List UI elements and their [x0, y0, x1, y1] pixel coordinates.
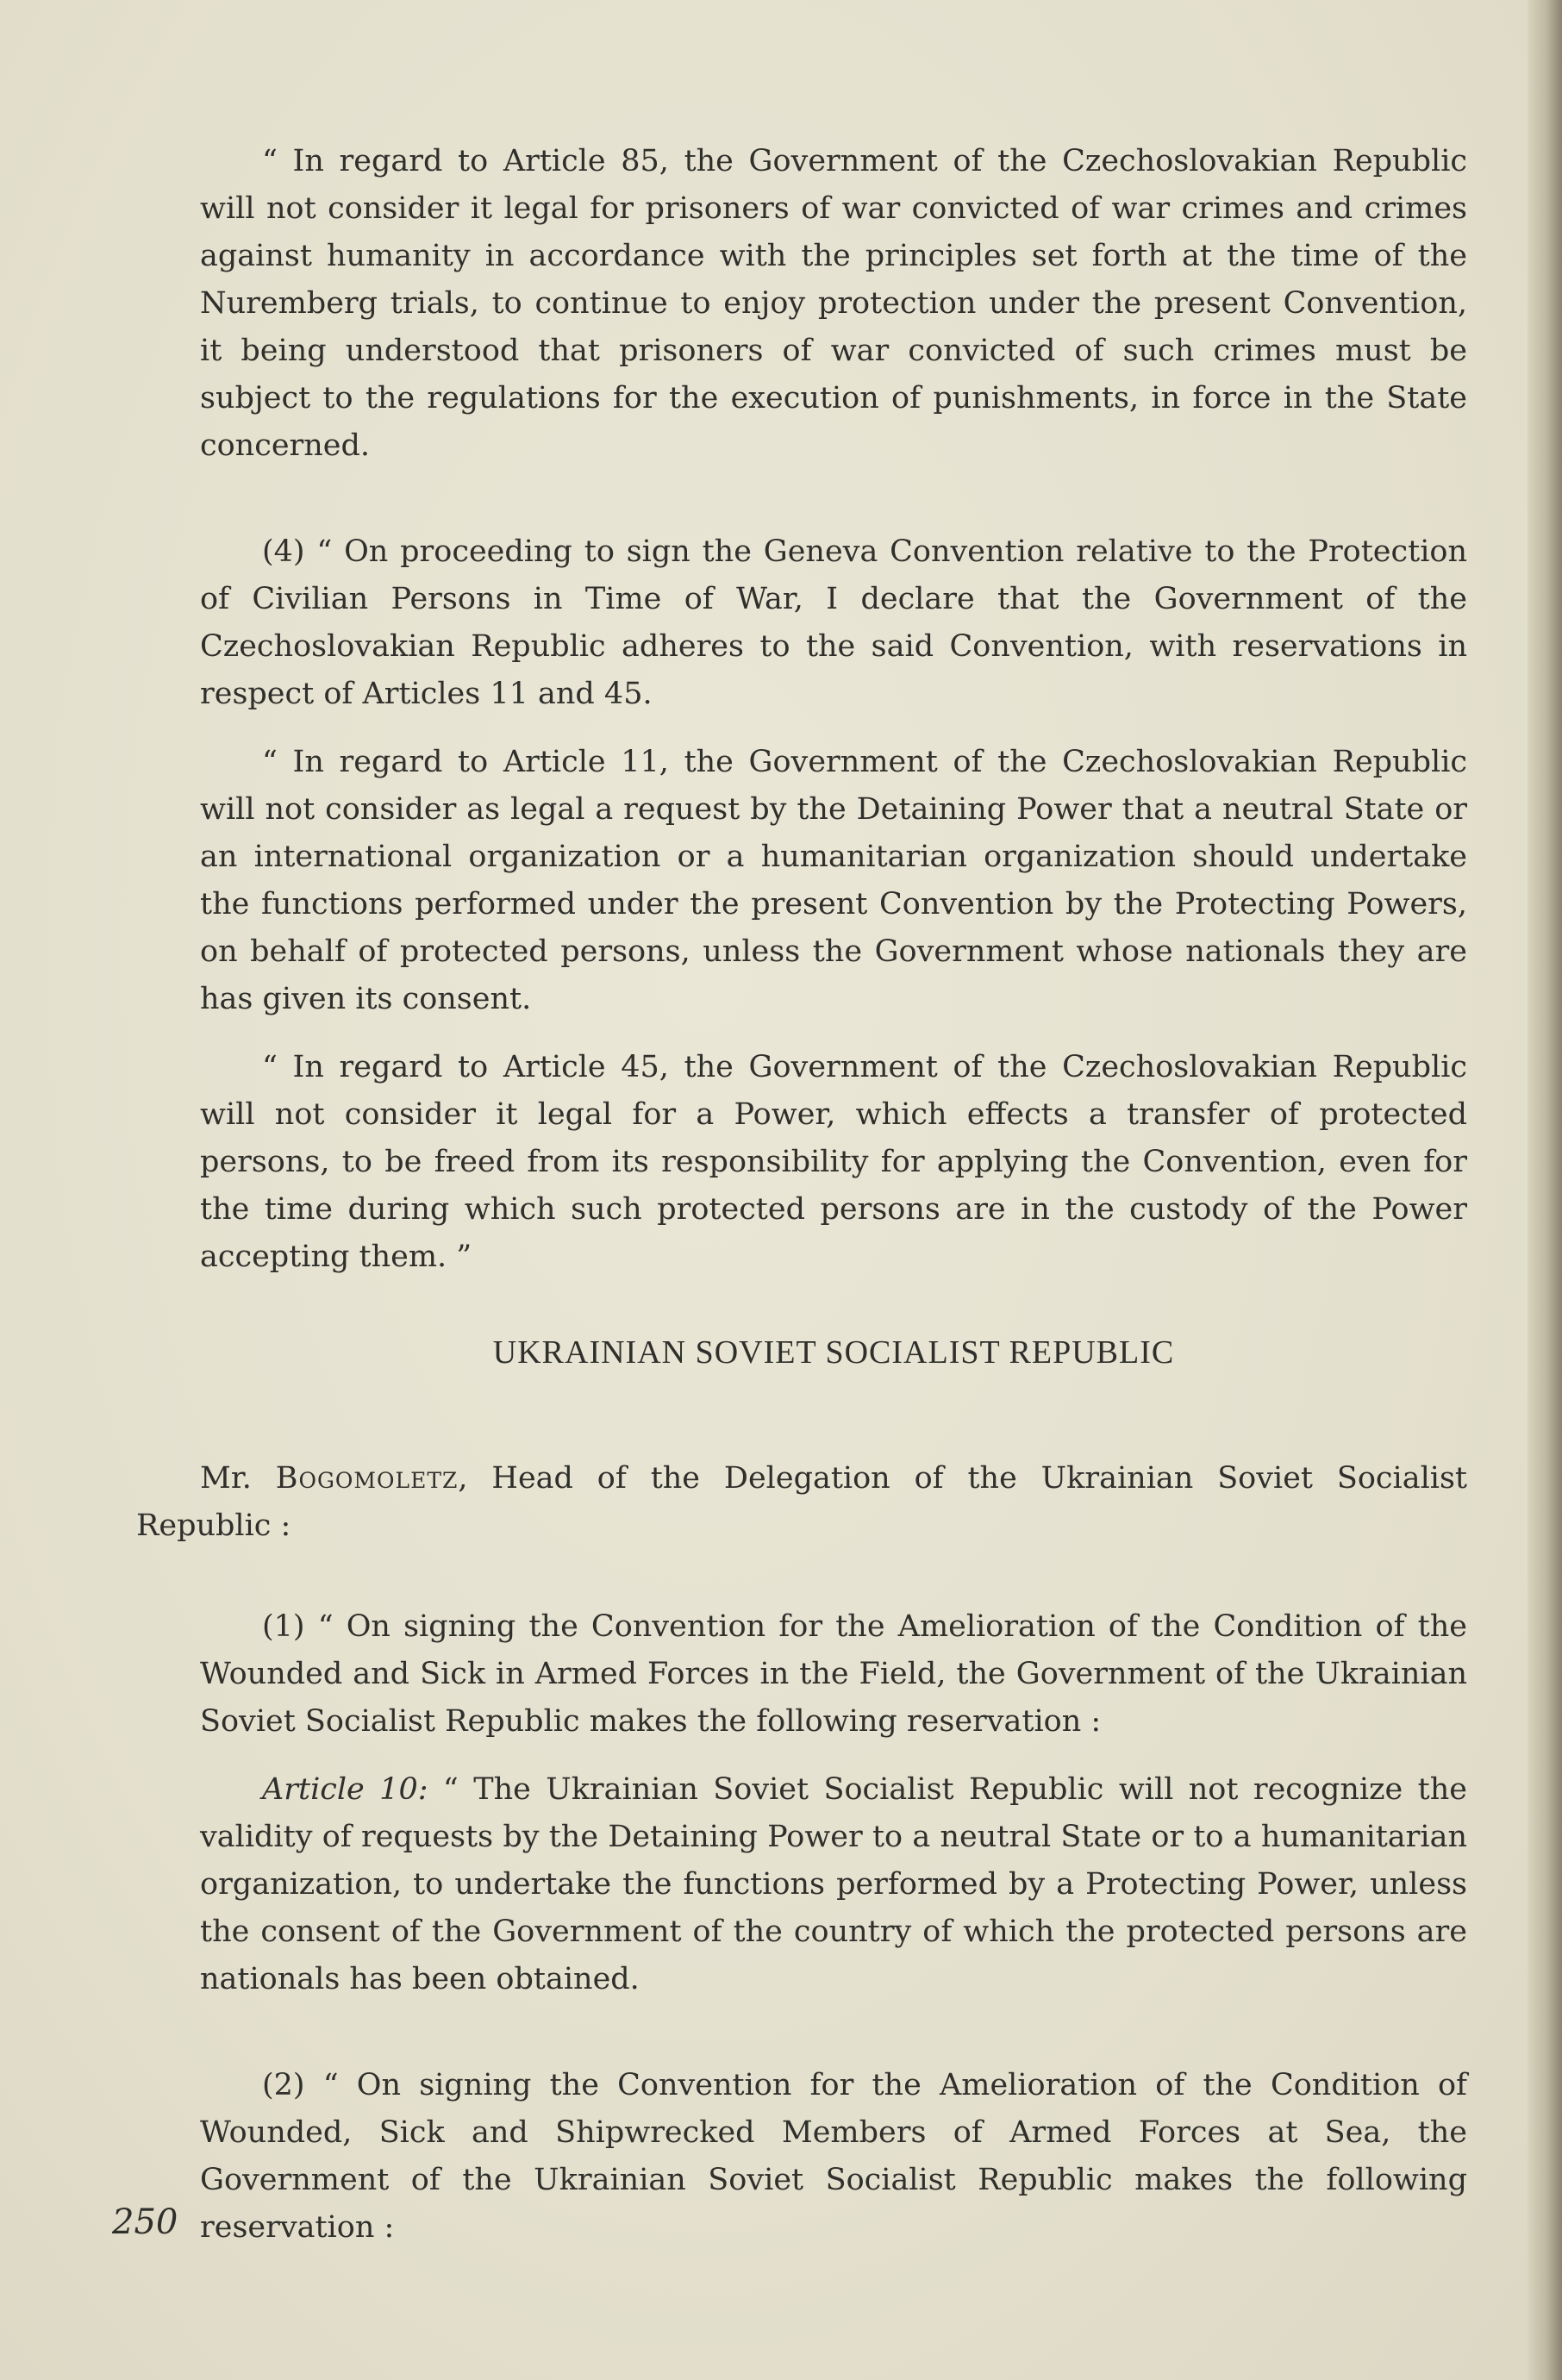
- speaker-intro: [136, 1455, 1467, 1550]
- speaker-description: , Head of the Delegation of the Ukrainian Soviet Socialist Republic :: [136, 1461, 1467, 1543]
- paragraph-article-11: “ In regard to Article 11, the Government of the Czechoslovakian Republic will not consider as legal a request by the Detaining Power that a neutral State or an international organization or a humanitarian organization should undertake the functions performed under the present Convention by the Protecting Powers, on behalf of protected persons, unless the Government whose nationals they are has given its consent.: [200, 745, 1467, 1016]
- section-heading: UKRAINIAN SOVIET SOCIALIST REPUBLIC: [492, 1334, 1175, 1371]
- page-edge: [1528, 0, 1562, 2380]
- reservations-ukraine: [200, 1603, 1467, 2252]
- article-10-label: Article 10:: [262, 1772, 428, 1807]
- speaker-name: Bogomoletz: [275, 1461, 459, 1496]
- paragraph-shipwrecked-sea: (2) “ On signing the Convention for the Amelioration of the Condition of Wounded, Sick and Shipwrecked Members of Armed Forces at Sea, the Government of the Ukrainian Soviet Socialist Republic makes the following reservation :: [200, 2068, 1467, 2245]
- page-number: 250: [112, 2202, 178, 2242]
- paragraph-article-85: “ In regard to Article 85, the Government of the Czechoslovakian Republic will not consider it legal for prisoners of war convicted of war crimes and crimes against humanity in accordance with the principles set forth at the time of the Nuremberg trials, to continue to enjoy protection under the present Convention, it being understood that prisoners of war convicted of such crimes must be subject to the regulations for the execution of punishments, in force in the State concerned.: [200, 144, 1467, 463]
- paragraph-article-45: “ In regard to Article 45, the Government of the Czechoslovakian Republic will not consider it legal for a Power, which effects a transfer of protected persons, to be freed from its responsibility for applying the Convention, even for the time during which such protected persons are in the custody of the Power accepting them. ”: [200, 1050, 1467, 1274]
- paragraph-wounded-sick-field: (1) “ On signing the Convention for the Amelioration of the Condition of the Wounded and Sick in Armed Forces in the Field, the Government of the Ukrainian Soviet Socialist Republic makes the following reservation :: [200, 1609, 1467, 1739]
- reservations-czechoslovakia: [200, 138, 1467, 1281]
- paragraph-civilian-convention: (4) “ On proceeding to sign the Geneva Convention relative to the Protection of Civilian Persons in Time of War, I declare that the Government of the Czechoslovakian Republic adheres to the said Convention, with reservations in respect of Articles 11 and 45.: [200, 534, 1467, 711]
- speaker-prefix: Mr.: [200, 1461, 276, 1496]
- article-10-text: “ The Ukrainian Soviet Socialist Republic will not recognize the validity of requests by the Detaining Power to a neutral State or to a humanitarian organization, to undertake the functions performed by a Protecting Power, unless the consent of the Government of the country of which the protected persons are nationals has been obtained.: [200, 1772, 1467, 1996]
- paragraph-article-10: [200, 1766, 1467, 2003]
